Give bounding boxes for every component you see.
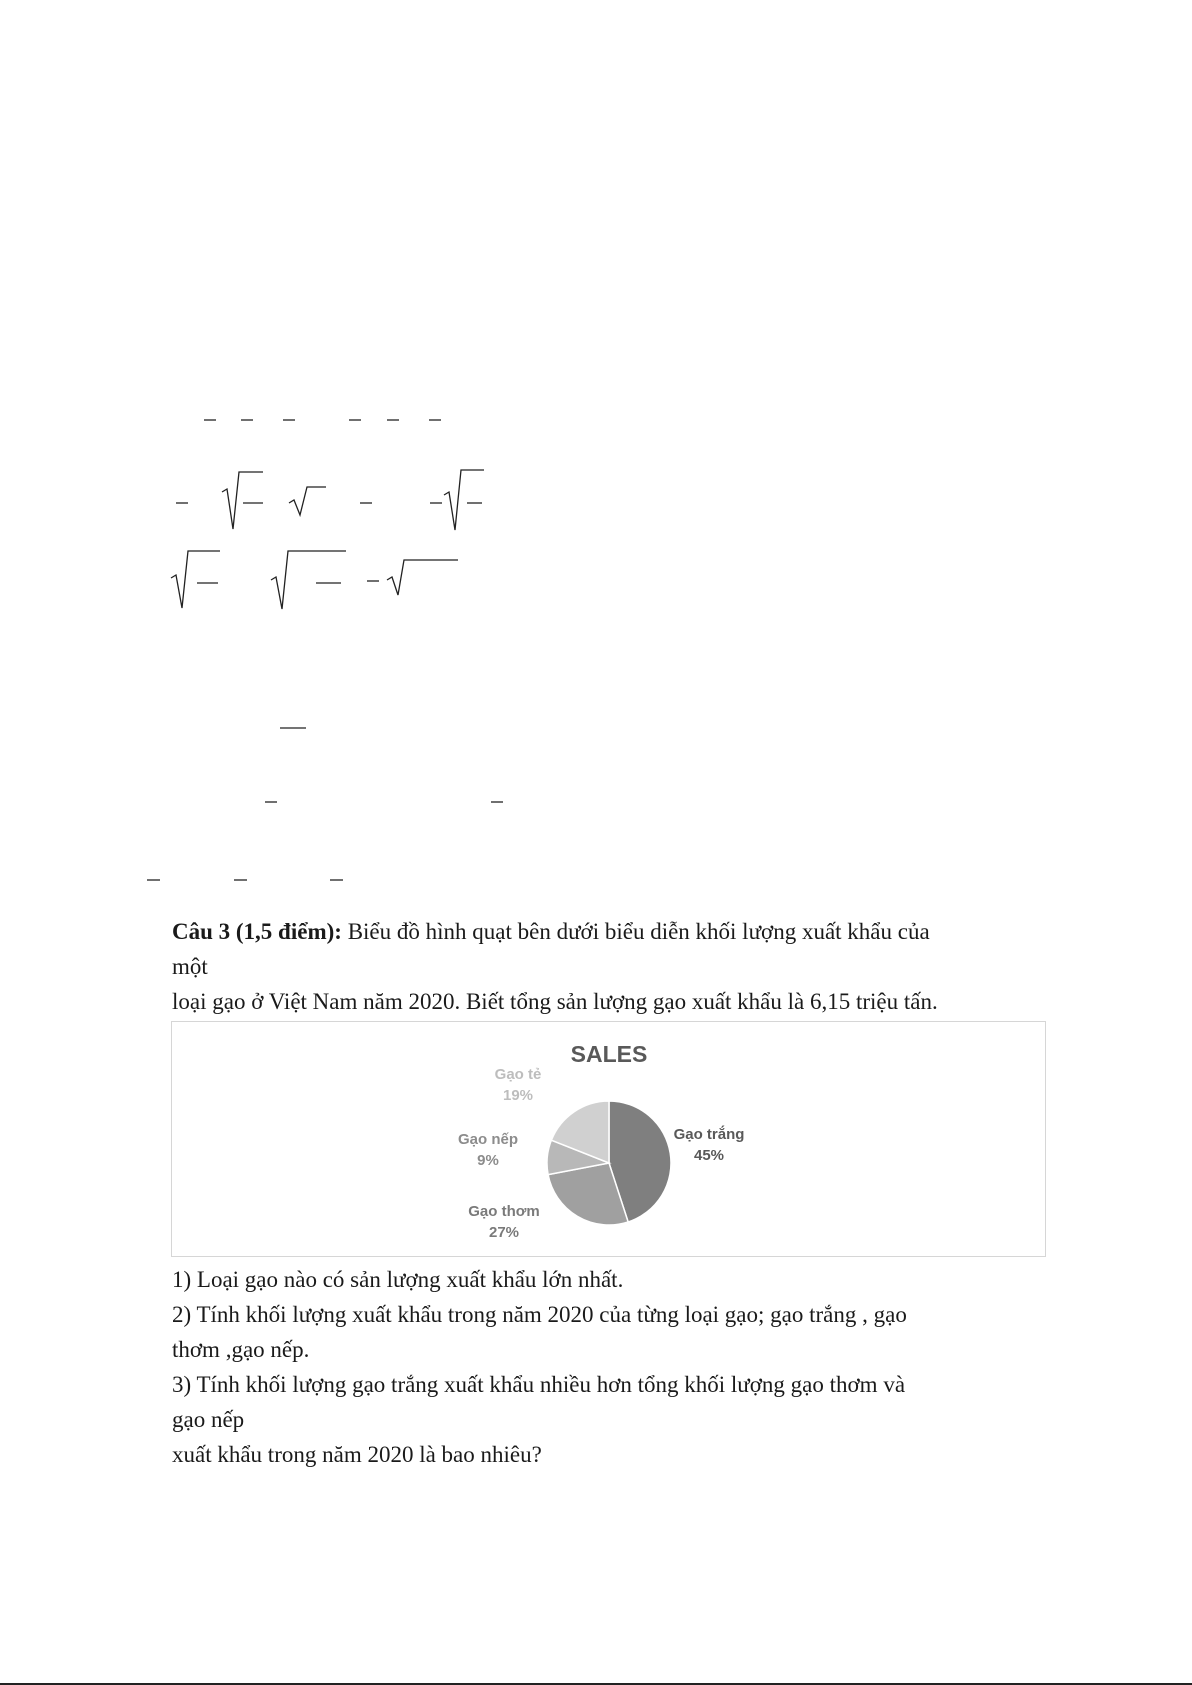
task-3-line1: 3) Tính khối lượng gạo trắng xuất khẩu nhiều hơn tổng khối lượng gạo thơm và (172, 1372, 906, 1397)
slice-percent-label: 45% (693, 1147, 725, 1164)
question-intro-line1: Biểu đồ hình quạt bên dưới biểu diễn khối lượng xuất khẩu của (341, 919, 930, 944)
question-intro-line2: một (172, 954, 208, 979)
radical-sign (289, 487, 326, 515)
slice-category-label: Gạo thơm (468, 1203, 540, 1220)
slice-percent-label: 27% (488, 1224, 520, 1241)
question-intro-line3: loại gạo ở Việt Nam năm 2020. Biết tổng sản lượng gạo xuất khẩu là 6,15 triệu tấn. (172, 989, 938, 1014)
task-1: 1) Loại gạo nào có sản lượng xuất khẩu lớn nhất. (172, 1267, 624, 1292)
slice-category-label: Gạo tẻ (494, 1066, 542, 1083)
pie-chart (172, 1022, 1045, 1256)
task-2-line2: thơm ,gạo nếp. (172, 1337, 310, 1362)
radical-sign (271, 551, 346, 609)
question-heading: Câu 3 (1,5 điểm): (172, 919, 342, 944)
slice-percent-label: 9% (477, 1152, 499, 1169)
slice-category-label: Gạo trắng (673, 1126, 745, 1143)
chart-title: SALES (570, 1041, 648, 1067)
pie-chart-frame (171, 1021, 1046, 1257)
radical-sign (444, 470, 484, 530)
question-intro (172, 915, 1052, 949)
task-2-line1: 2) Tính khối lượng xuất khẩu trong năm 2020 của từng loại gạo; gạo trắng , gạo (172, 1302, 907, 1327)
task-3-line3: xuất khẩu trong năm 2020 là bao nhiêu? (172, 1442, 542, 1467)
radical-sign (387, 560, 458, 595)
slice-category-label: Gạo nếp (457, 1131, 519, 1148)
radical-sign (171, 551, 220, 608)
task-3-line2: gạo nếp (172, 1407, 245, 1432)
slice-percent-label: 19% (502, 1087, 534, 1104)
radical-sign (222, 472, 263, 529)
